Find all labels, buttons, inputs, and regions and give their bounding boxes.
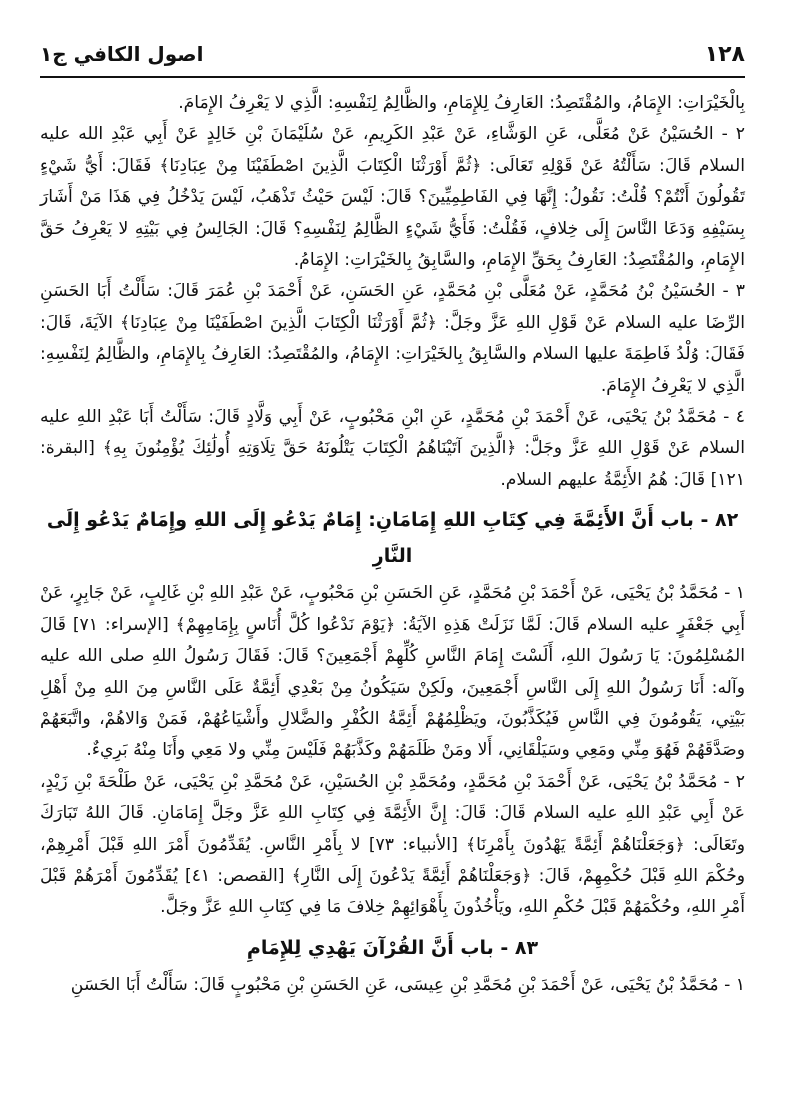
page-number: ١٢٨ bbox=[704, 41, 745, 67]
hadith-paragraph: ٢ - الحُسَيْنُ عَنْ مُعَلَّى، عَنِ الوَشَّاءِ، عَنْ عَبْدِ الكَرِيمِ، عَنْ سُلَيْمَانَ بْنِ خَالِدٍ عَنْ أَبِي عَبْدِ الله عليه السلام قَالَ: سَأَلْتُهُ عَنْ قَوْلِهِ تَعَالَى: ﴿ثُمَّ أَوْرَثْنَا الْكِتَابَ الَّذِينَ اصْطَفَيْنَا مِنْ عِبَادِنَا﴾ فَقَالَ: أَيُّ شَيْءٍ تَقُولُونَ أَنْتُمْ؟ قُلْتُ: نَقُولُ: إِنَّهَا فِي الفَاطِمِيِّينَ؟ قَالَ: لَيْسَ حَيْثُ تَذْهَبُ، لَيْسَ يَدْخُلُ فِي هَذَا مَنْ أَشَارَ بِسَيْفِهِ وَدَعَا النَّاسَ إِلَى خِلافٍ، فَقُلْتُ: فَأَيُّ شَيْءٍ الظَّالِمُ لِنَفْسِهِ؟ قَالَ: الجَالِسُ فِي بَيْتِهِ لا يَعْرِفُ حَقَّ الإِمَامِ، والمُقْتَصِدُ: العَارِفُ بِحَقِّ الإِمَامِ، والسَّابِقُ بِالخَيْرَاتِ: الإِمَامُ. bbox=[40, 124, 745, 271]
hadith-paragraph: ١ - مُحَمَّدُ بْنُ يَحْيَى، عَنْ أَحْمَدَ بْنِ مُحَمَّدٍ، عَنِ الحَسَنِ بْنِ مَحْبُوبٍ، عَنْ عَبْدِ اللهِ بْنِ غَالِبٍ، عَنْ جَابِرٍ، عَنْ أَبِي جَعْفَرٍ عليه السلام قَالَ: لَمَّا نَزَلَتْ هَذِهِ الآيَةُ: ﴿يَوْمَ نَدْعُوا كُلَّ أُنَاسٍ بِإِمَامِهِمْ﴾ [الإسراء: ٧١] قَالَ المُسْلِمُونَ: يَا رَسُولَ اللهِ، أَلَسْتَ إِمَامَ النَّاسِ كُلِّهِمْ أَجْمَعِينَ؟ قَالَ: فَقَالَ رَسُولُ اللهِ صلى الله عليه وآله: أَنَا رَسُولُ اللهِ إِلَى النَّاسِ أَجْمَعِينَ، ولَكِنْ سَيَكُونُ مِنْ بَعْدِي أَئِمَّةٌ عَلَى النَّاسِ مِنَ اللهِ مِنْ أَهْلِ بَيْتِي، يَقُومُونَ فِي النَّاسِ فَيُكَذَّبُونَ، ويَظْلِمُهُمْ أَئِمَّةُ الكُفْرِ والضَّلالِ وأَشْيَاعُهُمْ، فَمَنْ وَالاهُمْ، واتَّبَعَهُمْ وصَدَّقَهُمْ فَهُوَ مِنِّي ومَعِي وسَيَلْقَانِي، أَلا ومَنْ ظَلَمَهُمْ وكَذَّبَهُمْ فَلَيْسَ مِنِّي ولا مَعِي وأَنَا مِنْهُ بَرِيءٌ. bbox=[40, 583, 745, 761]
chapter-heading-83: ٨٣ - باب أَنَّ القُرْآنَ يَهْدِي لِلإِمَامِ bbox=[246, 936, 539, 959]
chapter-heading-82: ٨٢ - باب أَنَّ الأَئِمَّةَ فِي كِتَابِ اللهِ إِمَامَانِ: إِمَامٌ يَدْعُو إِلَى اللهِ وإِمَامٌ يَدْعُو إِلَى النَّارِ bbox=[46, 509, 739, 568]
paragraph: بِالْخَيْرَاتِ: الإِمَامُ، والمُقْتَصِدُ: العَارِفُ لِلإِمَامِ، والظَّالِمُ لِنَفْسِهِ: الَّذِي لا يَعْرِفُ الإِمَامَ. bbox=[178, 93, 745, 113]
page-body bbox=[40, 88, 745, 1001]
hadith-paragraph: ٤ - مُحَمَّدُ بْنُ يَحْيَى، عَنْ أَحْمَدَ بْنِ مُحَمَّدٍ، عَنِ ابْنِ مَحْبُوبٍ، عَنْ أَبِي وَلَّادٍ قَالَ: سَأَلْتُ أَبَا عَبْدِ اللهِ عليه السلام عَنْ قَوْلِ اللهِ عَزَّ وجَلَّ: ﴿الَّذِينَ آتَيْنَاهُمُ الْكِتَابَ يَتْلُونَهُ حَقَّ تِلَاوَتِهِ أُولَٰئِكَ يُؤْمِنُونَ بِهِ﴾ [البقرة: ١٢١] قَالَ: هُمُ الأَئِمَّةُ عليهم السلام. bbox=[40, 407, 745, 490]
running-head bbox=[40, 34, 745, 74]
book-title: اصول الكافي ج١ bbox=[40, 42, 204, 66]
hadith-paragraph: ٢ - مُحَمَّدُ بْنُ يَحْيَى، عَنْ أَحْمَدَ بْنِ مُحَمَّدٍ، ومُحَمَّدِ بْنِ الحُسَيْنِ، عَنْ مُحَمَّدِ بْنِ يَحْيَى، عَنْ طَلْحَةَ بْنِ زَيْدٍ، عَنْ أَبِي عَبْدِ اللهِ عليه السلام قَالَ: قَالَ: إِنَّ الأَئِمَّةَ فِي كِتَابِ اللهِ عَزَّ وجَلَّ إِمَامَانِ. قَالَ اللهُ تَبَارَكَ وتَعَالَى: ﴿وَجَعَلْنَاهُمْ أَئِمَّةً يَهْدُونَ بِأَمْرِنَا﴾ [الأنبياء: ٧٣] لا بِأَمْرِ النَّاسِ. يُقَدِّمُونَ أَمْرَ اللهِ قَبْلَ أَمْرِهِمْ، وحُكْمَ اللهِ قَبْلَ حُكْمِهِمْ، قَالَ: ﴿وَجَعَلْنَاهُمْ أَئِمَّةً يَدْعُونَ إِلَى النَّارِ﴾ [القصص: ٤١] يُقَدِّمُونَ أَمْرَهُمْ قَبْلَ أَمْرِ اللهِ، وحُكْمَهُمْ قَبْلَ حُكْمِ اللهِ، ويَأْخُذُونَ بِأَهْوَائِهِمْ خِلافَ مَا فِي كِتَابِ اللهِ عَزَّ وجَلَّ. bbox=[40, 771, 746, 918]
hadith-paragraph: ١ - مُحَمَّدُ بْنُ يَحْيَى، عَنْ أَحْمَدَ بْنِ مُحَمَّدِ بْنِ عِيسَى، عَنِ الحَسَنِ بْنِ مَحْبُوبٍ قَالَ: سَأَلْتُ أَبَا الحَسَنِ bbox=[70, 974, 745, 995]
hadith-paragraph: ٣ - الحُسَيْنُ بْنُ مُحَمَّدٍ، عَنْ مُعَلَّى بْنِ مُحَمَّدٍ، عَنِ الحَسَنِ، عَنْ أَحْمَدَ بْنِ عُمَرَ قَالَ: سَأَلْتُ أَبَا الحَسَنِ الرِّضَا عليه السلام عَنْ قَوْلِ اللهِ عَزَّ وجَلَّ: ﴿ثُمَّ أَوْرَثْنَا الْكِتَابَ الَّذِينَ اصْطَفَيْنَا مِنْ عِبَادِنَا﴾ الآيَةَ، قَالَ: فَقَالَ: وُلْدُ فَاطِمَةَ عليها السلام والسَّابِقُ بِالخَيْرَاتِ: الإِمَامُ، والمُقْتَصِدُ: العَارِفُ بِالإِمَامِ، والظَّالِمُ لِنَفْسِهِ: الَّذِي لا يَعْرِفُ الإِمَامَ. bbox=[40, 281, 745, 396]
header-divider bbox=[40, 76, 745, 78]
